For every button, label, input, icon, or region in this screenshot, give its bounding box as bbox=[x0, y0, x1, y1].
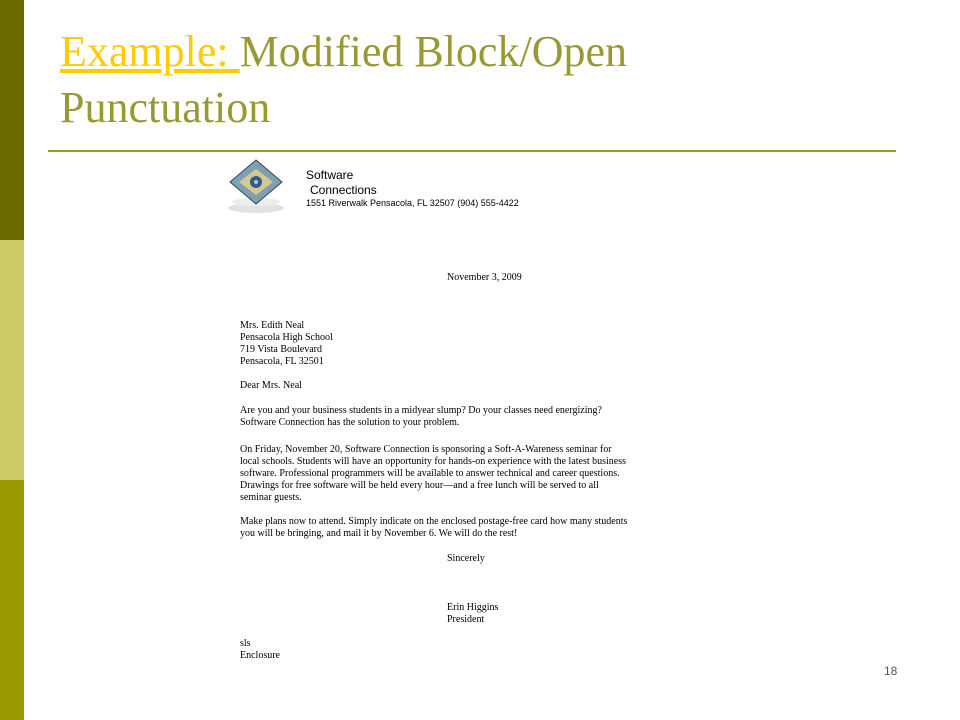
accent-bar-bottom bbox=[0, 480, 24, 720]
paragraph-line: software. Professional programmers will be available to answer technical and career questions. bbox=[240, 468, 620, 479]
paragraph-line: local schools. Students will have an opportunity for hands-on experience with the latest business bbox=[240, 456, 627, 467]
title-text: Modified Block/Open bbox=[239, 27, 627, 76]
letter-paragraph-3 bbox=[240, 516, 627, 540]
salutation: Dear Mrs. Neal bbox=[240, 380, 302, 391]
paragraph-line: seminar guests. bbox=[240, 492, 302, 503]
slide-title bbox=[60, 24, 880, 136]
company-name-line-2: Connections bbox=[310, 183, 377, 197]
title-divider bbox=[48, 150, 896, 152]
inside-address-line: Pensacola High School bbox=[240, 332, 333, 343]
letter-date: November 3, 2009 bbox=[447, 272, 522, 283]
company-address: 1551 Riverwalk Pensacola, FL 32507 (904) 555-4422 bbox=[306, 198, 519, 208]
accent-bar-top bbox=[0, 0, 24, 240]
inside-address-line: Pensacola, FL 32501 bbox=[240, 356, 324, 367]
paragraph-line: Drawings for free software will be held every hour—and a free lunch will be served to all bbox=[240, 480, 599, 491]
letter-footer bbox=[240, 638, 280, 662]
accent-bar-middle bbox=[0, 240, 24, 480]
letter-paragraph-1 bbox=[240, 405, 602, 429]
paragraph-line: Make plans now to attend. Simply indicate on the enclosed postage-free card how many students bbox=[240, 516, 628, 527]
signature-block bbox=[447, 602, 498, 626]
enclosure-notation: Enclosure bbox=[240, 650, 280, 661]
slide-number: 18 bbox=[884, 664, 898, 678]
inside-address-line: 719 Vista Boulevard bbox=[240, 344, 322, 355]
company-name-line-1: Software bbox=[306, 168, 354, 182]
paragraph-line: Are you and your business students in a midyear slump? Do your classes need energizing? bbox=[240, 405, 602, 416]
floppy-disk-icon bbox=[226, 156, 298, 216]
inside-address-line: Mrs. Edith Neal bbox=[240, 320, 305, 331]
signer-name: Erin Higgins bbox=[447, 602, 499, 613]
title-link[interactable]: Example: bbox=[60, 27, 240, 76]
paragraph-line: you will be bringing, and mail it by November 6. We will do the rest! bbox=[240, 528, 518, 539]
reference-initials: sls bbox=[240, 638, 251, 649]
letter-paragraph-2 bbox=[240, 444, 626, 504]
complimentary-close: Sincerely bbox=[447, 553, 485, 564]
paragraph-line: Software Connection has the solution to your problem. bbox=[240, 417, 460, 428]
title-line-2: Punctuation bbox=[60, 83, 271, 132]
paragraph-line: On Friday, November 20, Software Connection is sponsoring a Soft-A-Wareness seminar for bbox=[240, 444, 612, 455]
signer-title: President bbox=[447, 614, 485, 625]
inside-address bbox=[240, 320, 333, 368]
